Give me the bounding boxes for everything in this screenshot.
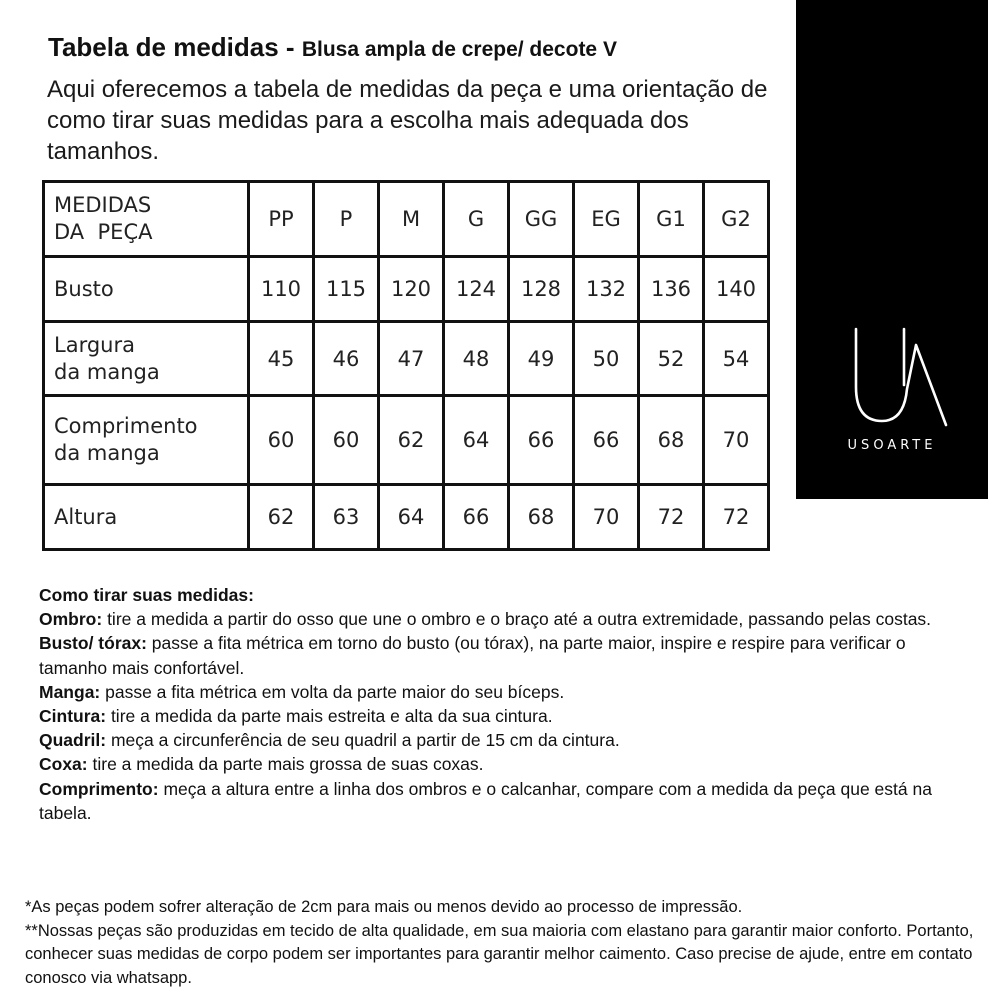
row-label [44, 485, 249, 550]
size-header: EG [574, 182, 639, 257]
guide-item-manga [39, 680, 969, 704]
guide-term: Quadril: [39, 730, 107, 751]
row-label-line: Comprimento [54, 414, 198, 438]
table-cell: 63 [314, 485, 379, 550]
table-cell: 60 [314, 396, 379, 485]
table-cell: 66 [574, 396, 639, 485]
table-cell: 68 [639, 396, 704, 485]
table-row-largura-manga [44, 322, 769, 396]
guide-item-ombro [39, 607, 969, 631]
size-header: M [379, 182, 444, 257]
title-product: Blusa ampla de crepe/ decote V [301, 38, 617, 61]
row-label-line: Altura [54, 504, 118, 529]
row-label-line: Busto [54, 276, 114, 301]
footnotes [25, 896, 975, 990]
table-cell: 70 [574, 485, 639, 550]
brand-name: USOARTE [847, 438, 937, 453]
table-cell: 136 [639, 257, 704, 322]
corner-cell [44, 182, 249, 257]
guide-text: meça a altura entre a linha dos ombros e o calcanhar, compare com a medida da peça que está na tabela. [39, 778, 932, 823]
guide-term: Coxa: [39, 754, 88, 775]
size-header: GG [509, 182, 574, 257]
size-table [42, 180, 770, 551]
guide-text: tire a medida da parte mais grossa de suas coxas. [87, 754, 484, 775]
corner-label-line: DA PEÇA [54, 220, 153, 244]
guide-term: Cintura: [39, 706, 107, 727]
brand-panel [796, 0, 988, 499]
size-header: G1 [639, 182, 704, 257]
row-label [44, 257, 249, 322]
table-cell: 140 [704, 257, 769, 322]
table-cell: 66 [509, 396, 574, 485]
footnote-print-variation: *As peças podem sofrer alteração de 2cm para mais ou menos devido ao processo de impressão. [25, 898, 743, 916]
table-cell: 132 [574, 257, 639, 322]
size-header: P [314, 182, 379, 257]
table-cell: 72 [639, 485, 704, 550]
table-cell: 64 [379, 485, 444, 550]
guide-item-coxa [39, 752, 969, 776]
table-cell: 62 [249, 485, 314, 550]
guide-item-busto [39, 631, 969, 679]
size-header: G [444, 182, 509, 257]
guide-text: tire a medida da parte mais estreita e alta da sua cintura. [106, 706, 553, 727]
table-cell: 120 [379, 257, 444, 322]
table-cell: 110 [249, 257, 314, 322]
table-cell: 52 [639, 322, 704, 396]
guide-title: Como tirar suas medidas: [39, 585, 254, 605]
table-cell: 70 [704, 396, 769, 485]
guide-item-quadril [39, 728, 969, 752]
guide-item-comprimento [39, 777, 969, 825]
table-cell: 48 [444, 322, 509, 396]
guide-text: meça a circunferência de seu quadril a partir de 15 cm da cintura. [106, 730, 620, 751]
table-cell: 46 [314, 322, 379, 396]
guide-text: tire a medida a partir do osso que une o ombro e o braço até a outra extremidade, passando pelas costas. [102, 609, 932, 630]
guide-item-cintura [39, 704, 969, 728]
guide-term: Busto/ tórax: [39, 633, 147, 654]
row-label-line: Largura [54, 332, 135, 357]
table-row-comprimento-manga [44, 396, 769, 485]
page-title [48, 32, 617, 63]
table-cell: 62 [379, 396, 444, 485]
guide-text: passe a fita métrica em torno do busto (ou tórax), na parte maior, inspire e respire para verificar o tamanho mais confortável. [39, 633, 906, 678]
size-header: PP [249, 182, 314, 257]
table-cell: 49 [509, 322, 574, 396]
ua-monogram-logo-icon [852, 325, 948, 429]
table-cell: 66 [444, 485, 509, 550]
header-row [44, 182, 769, 257]
measuring-guide [39, 583, 969, 825]
row-label-line: da manga [54, 359, 160, 384]
guide-text: passe a fita métrica em volta da parte maior do seu bíceps. [100, 681, 565, 702]
guide-term: Comprimento: [39, 778, 159, 799]
guide-term: Manga: [39, 681, 101, 702]
size-header: G2 [704, 182, 769, 257]
corner-label-line: MEDIDAS [54, 193, 152, 217]
table-cell: 64 [444, 396, 509, 485]
table-cell: 47 [379, 322, 444, 396]
table-cell: 68 [509, 485, 574, 550]
table-cell: 54 [704, 322, 769, 396]
intro-paragraph: Aqui oferecemos a tabela de medidas da peça e uma orientação de como tirar suas medidas para a escolha mais adequada dos tamanhos. [47, 76, 768, 165]
table-cell: 115 [314, 257, 379, 322]
table-cell: 45 [249, 322, 314, 396]
table-cell: 128 [509, 257, 574, 322]
row-label [44, 396, 249, 485]
guide-term: Ombro: [39, 609, 103, 630]
row-label [44, 322, 249, 396]
table-cell: 72 [704, 485, 769, 550]
table-cell: 124 [444, 257, 509, 322]
table-row-altura [44, 485, 769, 550]
title-main: Tabela de medidas - [48, 32, 302, 62]
table-cell: 60 [249, 396, 314, 485]
table-row-busto [44, 257, 769, 322]
row-label-line: da manga [54, 441, 160, 465]
footnote-fabric-quality: **Nossas peças são produzidas em tecido de alta qualidade, em sua maioria com elastano para garantir maior conforto. Portanto, conhecer suas medidas de corpo podem ser importantes para garantir melhor caimento. Caso precise de ajude, entre em contato conosco via whatsapp. [25, 921, 974, 987]
table-cell: 50 [574, 322, 639, 396]
